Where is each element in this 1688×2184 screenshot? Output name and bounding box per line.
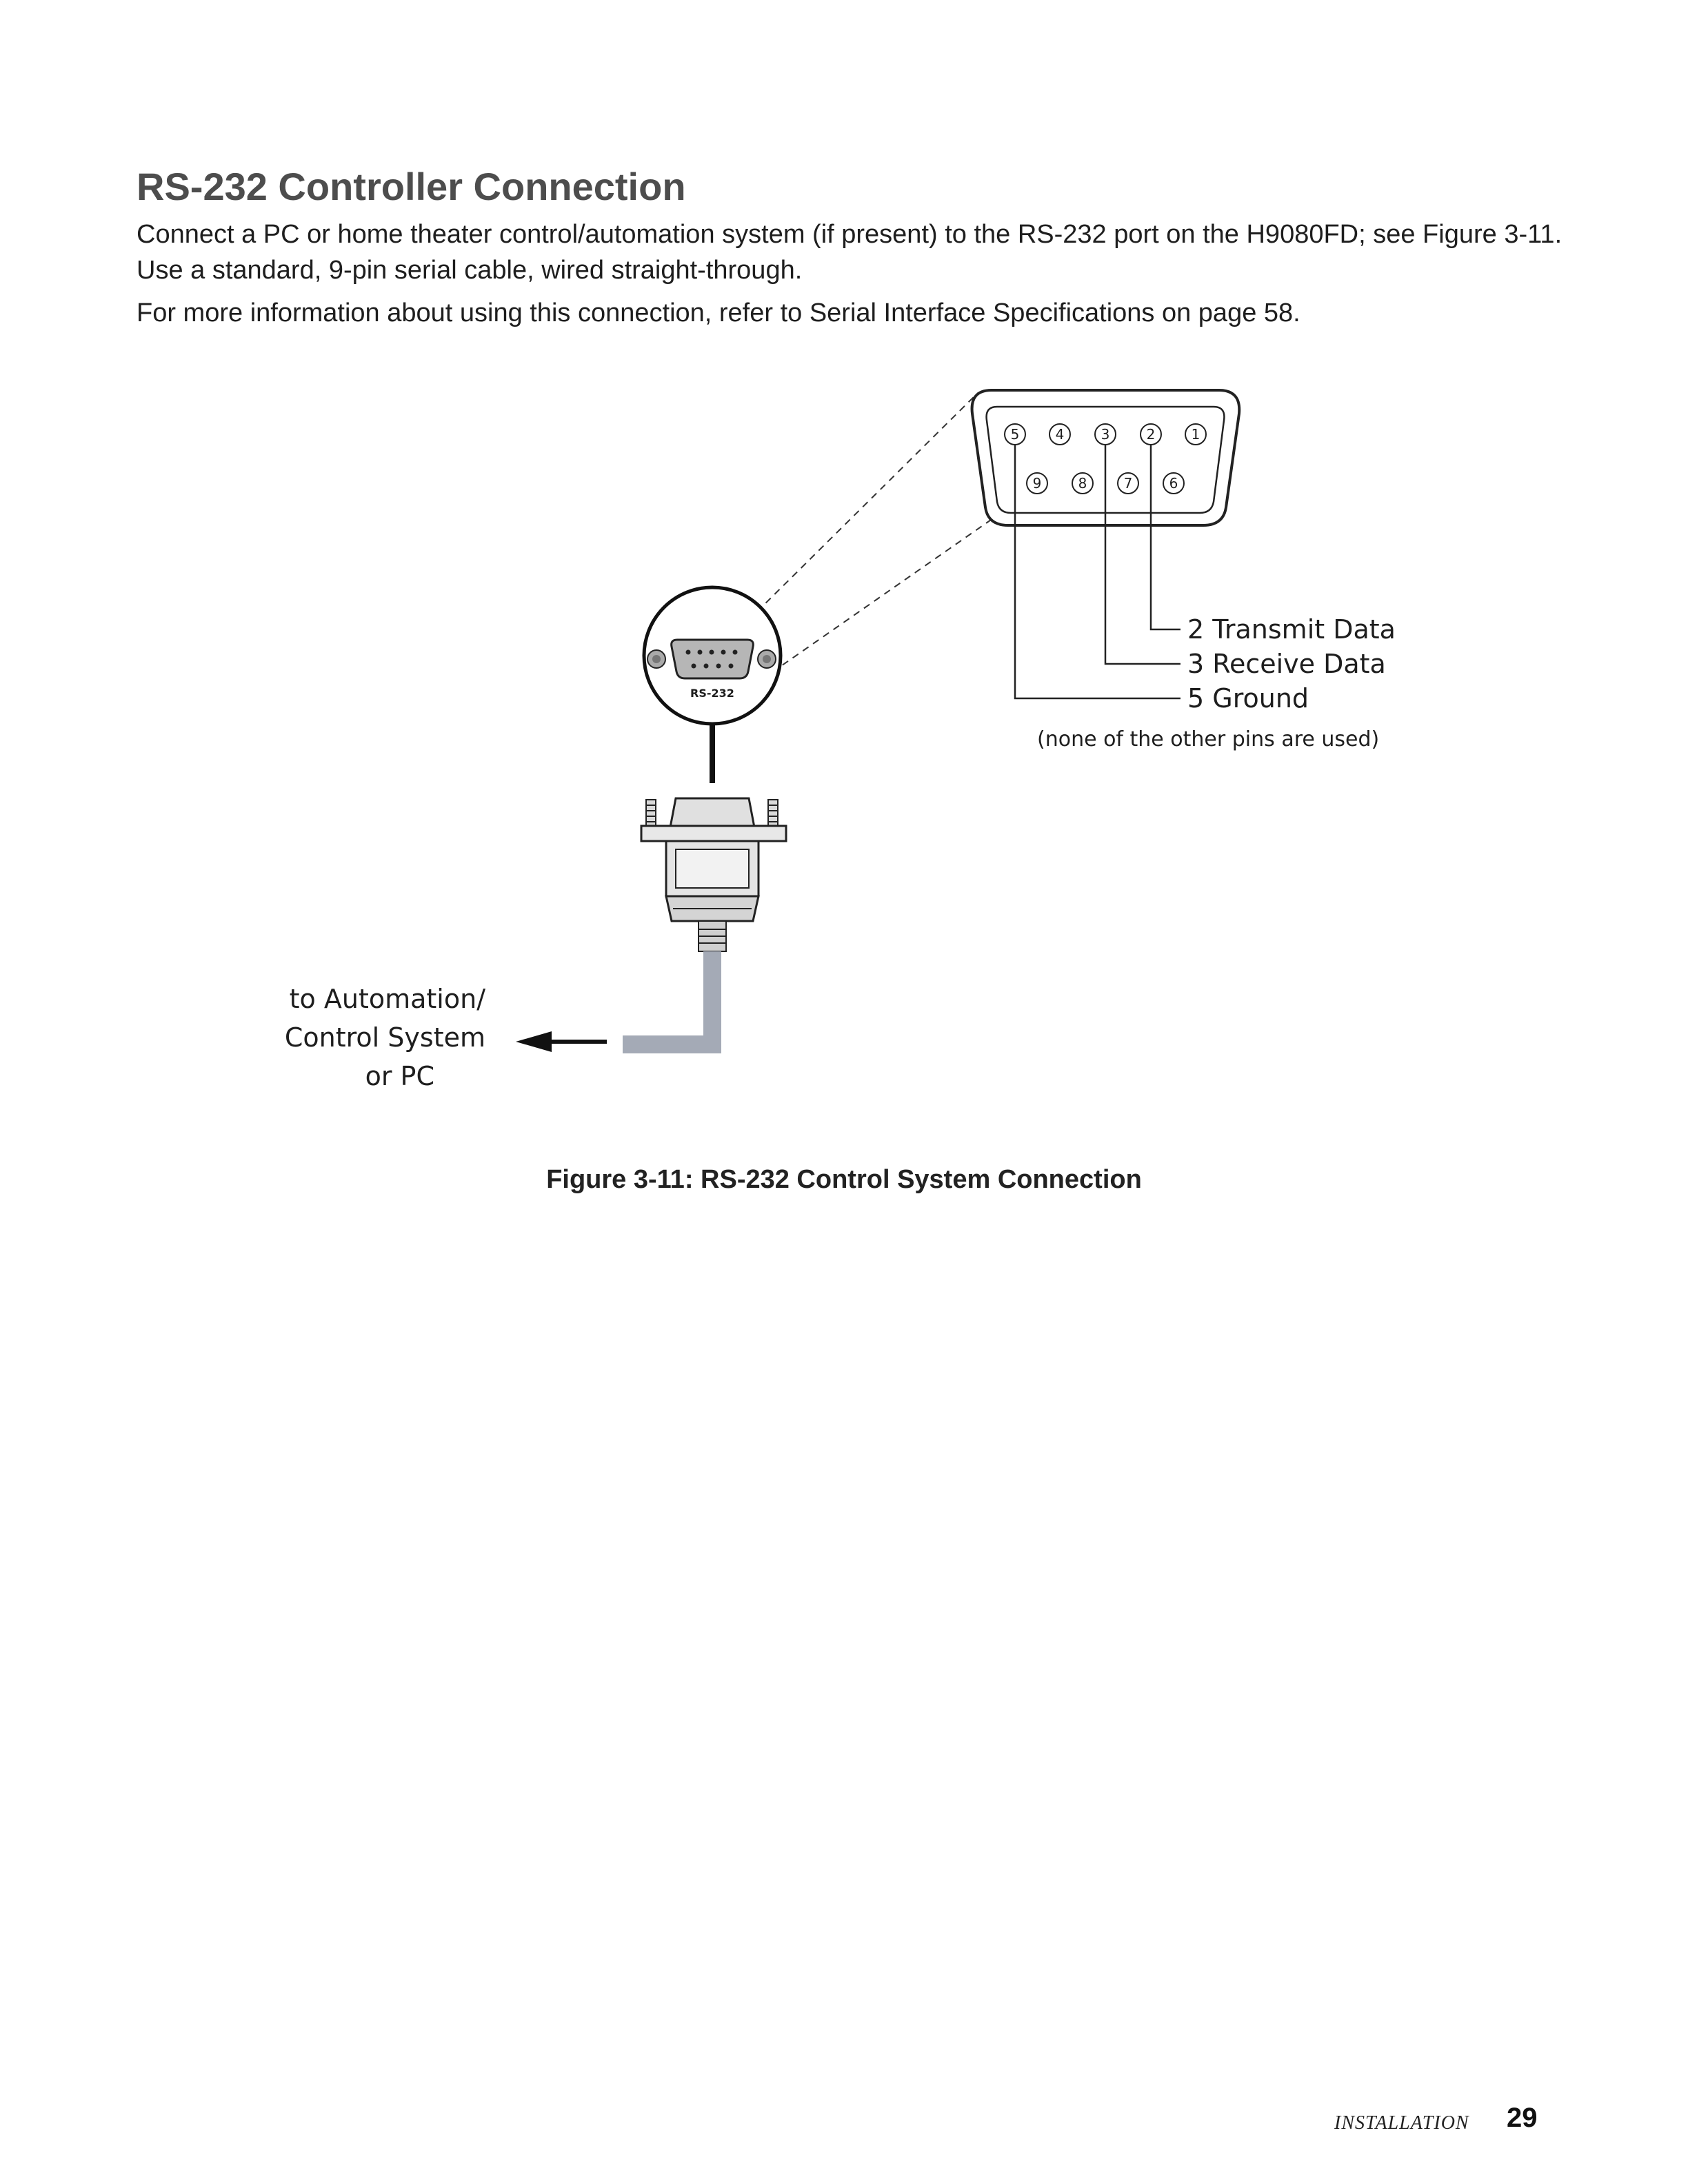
pin-label-transmit: 2 Transmit Data xyxy=(1187,614,1396,645)
pins-note: (none of the other pins are used) xyxy=(1037,727,1380,751)
destination-label-line: or PC xyxy=(365,1061,434,1091)
db9-cable-plug-icon xyxy=(641,798,786,951)
port-label: RS-232 xyxy=(690,687,734,700)
figure-caption: Figure 3-11: RS-232 Control System Connection xyxy=(546,1165,1142,1194)
more-info-paragraph: For more information about using this connection, refer to Serial Interface Specifications on page 58. xyxy=(137,299,1300,327)
intro-paragraph: Connect a PC or home theater control/automation system (if present) to the RS-232 port on the H9080FD; see Figure 3-11. Use a standard, 9-pin serial cable, wired straight-through. xyxy=(137,220,1563,285)
footer-section-name: INSTALLATION xyxy=(1334,2112,1469,2134)
pin-number: 9 xyxy=(1032,475,1042,492)
zoom-lines xyxy=(748,393,993,672)
rs232-port-icon xyxy=(644,587,781,724)
serial-cable xyxy=(623,951,712,1044)
pin-number: 5 xyxy=(1010,426,1020,443)
pin-number: 3 xyxy=(1101,426,1110,443)
left-arrow-icon xyxy=(516,1031,607,1052)
pin-label-ground: 5 Ground xyxy=(1187,683,1309,714)
pin-number: 8 xyxy=(1078,475,1087,492)
pin-number: 4 xyxy=(1055,426,1065,443)
pin-label-receive: 3 Receive Data xyxy=(1187,649,1386,679)
destination-label-line: to Automation/ xyxy=(289,984,485,1014)
pin-number: 2 xyxy=(1146,426,1156,443)
destination-label-line: Control System xyxy=(284,1022,485,1053)
pin-number: 6 xyxy=(1169,475,1178,492)
pin-number: 1 xyxy=(1191,426,1200,443)
page-number: 29 xyxy=(1507,2103,1538,2133)
pin-number: 7 xyxy=(1123,475,1133,492)
section-title: RS-232 Controller Connection xyxy=(137,165,686,208)
